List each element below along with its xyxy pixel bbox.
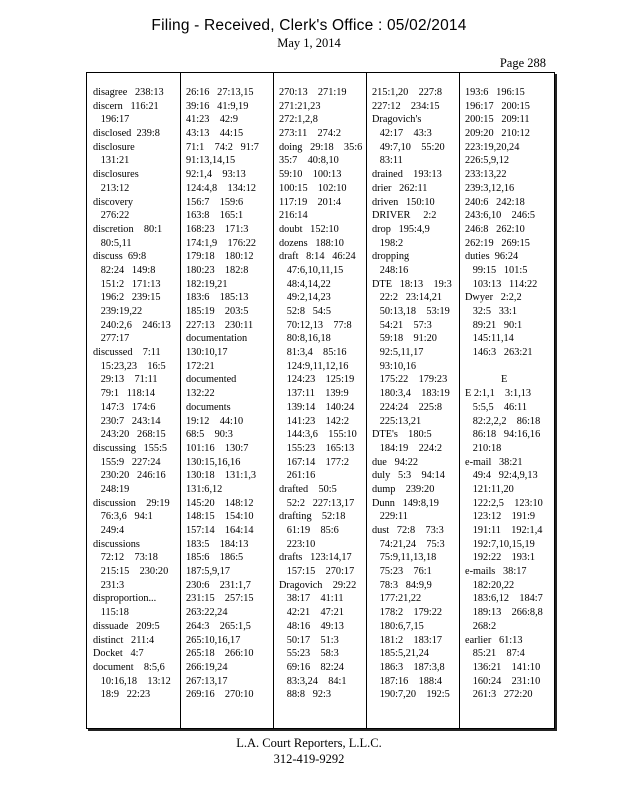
index-entry: 92:1,4 93:13 <box>186 169 246 181</box>
index-entry: 49:2,14,23 <box>279 292 331 304</box>
index-entry: 55:23 58:3 <box>279 648 339 660</box>
index-entry: discovery <box>93 196 134 208</box>
index-entry: 48:4,14,22 <box>279 278 331 290</box>
index-entry: 89:21 90:1 <box>465 319 523 331</box>
index-entry: 227:13 230:11 <box>186 319 254 331</box>
index-entry: DRIVER 2:2 <box>372 210 437 222</box>
index-entry: 48:16 49:13 <box>279 620 344 632</box>
index-entry: 141:23 142:2 <box>279 415 350 427</box>
index-entry: 182:20,22 <box>465 579 515 591</box>
index-entry: Dragovich 29:22 <box>279 579 357 591</box>
index-entry: 183:5 184:13 <box>186 538 249 550</box>
index-entry: 29:13 71:11 <box>93 374 158 386</box>
index-entry: discern 116:21 <box>93 100 159 112</box>
index-entry: drop 195:4,9 <box>372 223 430 235</box>
index-entry: 209:20 210:12 <box>465 128 530 140</box>
index-entry: 193:6 196:15 <box>465 87 525 98</box>
index-entry: E 2:1,1 3:1,13 <box>465 388 532 400</box>
index-entry: disproportion... <box>93 593 157 605</box>
index-entry: 268:2 <box>465 620 497 632</box>
index-entry: 41:23 42:9 <box>186 114 239 126</box>
index-entry: 240:2,6 246:13 <box>93 319 171 331</box>
index-entry: 83:3,24 84:1 <box>279 675 347 687</box>
index-entry: 79:1 118:14 <box>93 388 155 400</box>
index-entry: 179:18 180:12 <box>186 251 254 263</box>
index-entry: 124:4,8 134:12 <box>186 182 257 194</box>
index-entry: 200:15 209:11 <box>465 114 530 126</box>
index-entry: 248:19 <box>93 483 130 495</box>
index-entry: 239:19,22 <box>93 306 143 317</box>
index-entry: 92:5,11,17 <box>372 347 424 359</box>
index-entry: 50:13,18 53:19 <box>372 306 450 317</box>
index-entry: 146:3 263:21 <box>465 347 533 359</box>
index-entry: 266:19,24 <box>186 661 228 673</box>
index-entry: 155:23 165:13 <box>279 442 355 454</box>
index-entry: 243:6,10 246:5 <box>465 210 536 222</box>
index-entry: Dunn 149:8,19 <box>372 497 439 509</box>
index-entry: dozens 188:10 <box>279 237 344 249</box>
index-entry: 230:6 231:1,7 <box>186 579 251 591</box>
index-entry: 248:16 <box>372 264 409 276</box>
index-entry: 227:12 234:15 <box>372 100 440 112</box>
index-entry: 229:11 <box>372 511 408 523</box>
index-entry: 213:12 <box>93 182 130 194</box>
index-entry: 224:24 225:8 <box>372 401 443 413</box>
index-entry: 131:6,12 <box>186 483 223 495</box>
index-entry: DTE 18:13 19:3 <box>372 278 452 290</box>
index-entry: 216:14 <box>279 210 308 222</box>
index-entry: 270:13 271:19 <box>279 87 347 98</box>
index-entry: 99:15 101:5 <box>465 264 528 276</box>
index-entry: 231:15 257:15 <box>186 593 254 605</box>
index-entry: 156:7 159:6 <box>186 196 244 208</box>
index-entry: 101:16 130:7 <box>186 442 249 454</box>
index-entry: 262:19 269:15 <box>465 237 530 249</box>
index-entry: 215:15 230:20 <box>93 566 169 578</box>
index-column-3 <box>279 86 371 702</box>
index-entry: 103:13 114:22 <box>465 278 538 290</box>
index-entry: dissuade 209:5 <box>93 620 160 632</box>
index-entry: 124:23 125:19 <box>279 374 355 386</box>
index-entry: 148:15 154:10 <box>186 511 254 523</box>
index-entry: document 8:5,6 <box>93 661 165 673</box>
index-entry: 88:8 92:3 <box>279 689 332 701</box>
index-entry: 192:22 193:1 <box>465 552 536 564</box>
index-entry: 196:2 239:15 <box>93 292 161 304</box>
index-entry: 5:5,5 46:11 <box>465 401 527 413</box>
index-entry: 72:12 73:18 <box>93 552 158 564</box>
index-entry: 22:2 23:14,21 <box>372 292 443 304</box>
index-entry: 85:21 87:4 <box>465 648 525 660</box>
index-entry: drained 193:13 <box>372 169 442 181</box>
index-entry: 184:19 224:2 <box>372 442 443 454</box>
index-entry: documented <box>186 374 237 386</box>
index-entry: dropping <box>372 251 410 263</box>
index-entry: disclosure <box>93 141 135 153</box>
index-entry: 10:16,18 13:12 <box>93 675 171 687</box>
index-entry: 261:3 272:20 <box>465 689 533 701</box>
index-entry: 26:16 27:13,15 <box>186 87 254 98</box>
index-entry: 42:17 43:3 <box>372 128 432 140</box>
index-entry: 230:20 246:16 <box>93 470 166 482</box>
filing-stamp: Filing - Received, Clerk's Office : 05/02/2014 <box>151 17 467 34</box>
index-column-4 <box>372 86 464 702</box>
index-entry: dump 239:20 <box>372 483 435 495</box>
index-entry: disclosed 239:8 <box>93 128 160 140</box>
index-entry: earlier 61:13 <box>465 634 523 646</box>
index-entry: 198:2 <box>372 237 404 249</box>
index-entry: 265:18 266:10 <box>186 648 254 660</box>
index-entry: 183:6 185:13 <box>186 292 249 304</box>
index-entry: DTE's 180:5 <box>372 429 432 441</box>
index-entry: 78:3 84:9,9 <box>372 579 432 591</box>
index-entry: 186:3 187:3,8 <box>372 661 445 673</box>
index-column-2 <box>186 86 278 702</box>
index-entry: 243:20 268:15 <box>93 429 166 441</box>
index-entry: 47:6,10,11,15 <box>279 264 344 276</box>
index-entry: driven 150:10 <box>372 196 435 208</box>
index-entry: 52:8 54:5 <box>279 306 332 317</box>
index-entry: 172:21 <box>186 360 215 372</box>
index-entry: 225:13,21 <box>372 415 422 427</box>
index-entry: 185:5,21,24 <box>372 648 429 660</box>
index-entry: 210:18 <box>465 442 502 454</box>
index-entry: Dwyer 2:2,2 <box>465 292 522 304</box>
index-entry: 191:11 192:1,4 <box>465 525 543 536</box>
index-entry: duties 96:24 <box>465 251 519 263</box>
index-entry: 177:21,22 <box>372 593 422 605</box>
index-entry: 180:3,4 183:19 <box>372 388 450 400</box>
index-entry: 196:17 200:15 <box>465 100 530 112</box>
index-entry: 190:7,20 192:5 <box>372 689 450 701</box>
index-entry: 49:4 92:4,9,13 <box>465 470 538 482</box>
index-entry: 86:18 94:16,16 <box>465 429 541 441</box>
index-entry: 123:12 191:9 <box>465 511 536 523</box>
index-entry: 157:14 164:14 <box>186 525 254 536</box>
index-entry: 183:6,12 184:7 <box>465 593 543 605</box>
index-entry: draft 8:14 46:24 <box>279 251 356 263</box>
index-entry: Dragovich's <box>372 114 422 126</box>
index-entry: 271:21,23 <box>279 100 321 112</box>
index-entry: 263:22,24 <box>186 607 228 619</box>
index-entry: 196:17 <box>93 114 130 126</box>
index-entry: 71:1 74:2 91:7 <box>186 141 259 153</box>
index-entry: 269:16 270:10 <box>186 689 254 701</box>
index-entry: 272:1,2,8 <box>279 114 318 126</box>
index-entry: 54:21 57:3 <box>372 319 432 331</box>
index-entry: 147:3 174:6 <box>93 401 156 413</box>
index-entry: 182:19,21 <box>186 278 228 290</box>
index-entry: doing 29:18 35:6 <box>279 141 363 153</box>
index-entry: 131:21 <box>93 155 130 167</box>
index-entry: 68:5 90:3 <box>186 429 233 441</box>
index-entry: 233:13,22 <box>465 169 507 181</box>
index-entry: 91:13,14,15 <box>186 155 236 167</box>
index-entry: 76:3,6 94:1 <box>93 511 153 523</box>
index-entry: discretion 80:1 <box>93 223 163 235</box>
index-entry: 39:16 41:9,19 <box>186 100 249 112</box>
index-entry: 124:9,11,12,16 <box>279 360 349 372</box>
index-entry: discussing 155:5 <box>93 442 168 454</box>
index-entry: discussions <box>93 538 140 550</box>
index-entry: 100:15 102:10 <box>279 182 347 194</box>
index-entry: discussed 7:11 <box>93 347 161 359</box>
index-entry: 18:9 22:23 <box>93 689 151 701</box>
index-entry: 49:7,10 55:20 <box>372 141 445 153</box>
index-entry: drafts 123:14,17 <box>279 552 352 564</box>
transcript-date: May 1, 2014 <box>277 36 341 50</box>
index-entry: 130:10,17 <box>186 347 228 359</box>
index-entry: 181:2 183:17 <box>372 634 443 646</box>
index-entry: 155:9 227:24 <box>93 456 161 468</box>
index-entry: 59:18 91:20 <box>372 333 437 345</box>
index-entry: 261:16 <box>279 470 316 482</box>
index-entry: 167:14 177:2 <box>279 456 350 468</box>
index-entry: 82:2,2,2 86:18 <box>465 415 541 427</box>
index-entry: discussion 29:19 <box>93 497 170 509</box>
index-entry: 160:24 231:10 <box>465 675 541 687</box>
index-entry: 132:22 <box>186 388 215 400</box>
index-entry: 277:17 <box>93 333 130 345</box>
index-entry: drier 262:11 <box>372 182 428 194</box>
index-entry: 59:10 100:13 <box>279 169 342 181</box>
index-entry: duly 5:3 94:14 <box>372 470 445 482</box>
index-entry: 178:2 179:22 <box>372 607 443 619</box>
index-entry: 163:8 165:1 <box>186 210 244 222</box>
index-entry: 157:15 270:17 <box>279 566 355 578</box>
index-entry: 215:1,20 227:8 <box>372 87 443 98</box>
reporter-phone: 312-419-9292 <box>273 752 345 766</box>
index-entry: 145:11,14 <box>465 333 514 345</box>
index-entry: 137:11 139:9 <box>279 388 349 400</box>
index-entry: Docket 4:7 <box>93 648 144 660</box>
index-entry: 74:21,24 75:3 <box>372 538 445 550</box>
index-entry: 32:5 33:1 <box>465 306 518 317</box>
index-entry: doubt 152:10 <box>279 223 339 235</box>
index-entry: discuss 69:8 <box>93 251 147 263</box>
index-entry: 180:23 182:8 <box>186 264 249 276</box>
index-entry: 80:8,16,18 <box>279 333 331 345</box>
index-entry: 15:23,23 16:5 <box>93 360 166 372</box>
index-entry: 115:18 <box>93 607 129 619</box>
index-entry: distinct 211:4 <box>93 634 155 646</box>
index-entry: drafted 50:5 <box>279 483 337 495</box>
index-entry: 75:23 76:1 <box>372 566 432 578</box>
index-entry: 246:8 262:10 <box>465 223 525 235</box>
index-box <box>86 72 555 729</box>
index-entry: disclosures <box>93 169 139 181</box>
index-entry: 151:2 171:13 <box>93 278 161 290</box>
index-entry: 75:9,11,13,18 <box>372 552 437 564</box>
index-entry: 80:5,11 <box>93 237 132 249</box>
index-entry: 52:2 227:13,17 <box>279 497 355 509</box>
index-entry: 122:2,5 123:10 <box>465 497 543 509</box>
index-column-5 <box>465 86 557 702</box>
index-entry: 93:10,16 <box>372 360 417 372</box>
index-entry: 264:3 265:1,5 <box>186 620 251 632</box>
index-entry: 230:7 243:14 <box>93 415 161 427</box>
reporter-company: L.A. Court Reporters, L.L.C. <box>236 736 382 750</box>
index-entry: e-mail 38:21 <box>465 456 523 468</box>
index-entry: 174:1,9 176:22 <box>186 237 257 249</box>
index-entry: 70:12,13 77:8 <box>279 319 352 331</box>
index-entry: 168:23 171:3 <box>186 223 249 235</box>
index-entry: 180:6,7,15 <box>372 620 424 632</box>
index-entry: 38:17 41:11 <box>279 593 344 605</box>
index-entry: 239:3,12,16 <box>465 182 515 194</box>
index-entry: 189:13 266:8,8 <box>465 607 543 619</box>
index-entry: 223:19,20,24 <box>465 141 520 153</box>
index-entry: 139:14 140:24 <box>279 401 355 413</box>
index-entry: 136:21 141:10 <box>465 661 541 673</box>
index-entry: 50:17 51:3 <box>279 634 339 646</box>
index-entry: 249:4 <box>93 525 125 536</box>
index-entry: 240:6 242:18 <box>465 196 525 208</box>
index-entry: drafting 52:18 <box>279 511 346 523</box>
index-column-1 <box>93 86 185 702</box>
index-entry: 273:11 274:2 <box>279 128 341 140</box>
index-entry: due 94:22 <box>372 456 419 468</box>
index-entry: 83:11 <box>372 155 403 167</box>
index-entry: 82:24 149:8 <box>93 264 156 276</box>
index-entry: 185:19 203:5 <box>186 306 249 317</box>
index-entry: 43:13 44:15 <box>186 128 244 140</box>
index-entry: 117:19 201:4 <box>279 196 341 208</box>
index-entry: E <box>465 374 508 386</box>
index-entry: 265:10,16,17 <box>186 634 241 646</box>
index-entry: 187:16 188:4 <box>372 675 443 687</box>
index-entry: dust 72:8 73:3 <box>372 525 444 536</box>
index-entry: 19:12 44:10 <box>186 415 244 427</box>
index-entry: 223:10 <box>279 538 316 550</box>
index-entry: e-mails 38:17 <box>465 566 527 578</box>
index-entry: 35:7 40:8,10 <box>279 155 339 167</box>
index-entry: 267:13,17 <box>186 675 228 687</box>
index-entry: 226:5,9,12 <box>465 155 510 167</box>
index-entry: documentation <box>186 333 248 345</box>
page-number: Page 288 <box>499 56 546 70</box>
index-entry: 130:18 131:1,3 <box>186 470 257 482</box>
index-entry: disagree 238:13 <box>93 87 164 98</box>
index-entry: 61:19 85:6 <box>279 525 339 536</box>
index-entry: 175:22 179:23 <box>372 374 448 386</box>
index-entry: 187:5,9,17 <box>186 566 231 578</box>
index-entry: 192:7,10,15,19 <box>465 538 535 550</box>
index-entry <box>465 360 557 374</box>
index-entry: 81:3,4 85:16 <box>279 347 347 359</box>
index-entry: 185:6 186:5 <box>186 552 244 564</box>
index-entry: 276:22 <box>93 210 130 222</box>
index-entry: documents <box>186 401 231 413</box>
index-entry: 121:11,20 <box>465 483 514 495</box>
index-entry: 42:21 47:21 <box>279 607 344 619</box>
index-entry: 130:15,16,16 <box>186 456 241 468</box>
index-entry: 144:3,6 155:10 <box>279 429 357 441</box>
index-entry: 231:3 <box>93 579 125 591</box>
index-entry: 69:16 82:24 <box>279 661 344 673</box>
index-entry: 145:20 148:12 <box>186 497 254 509</box>
